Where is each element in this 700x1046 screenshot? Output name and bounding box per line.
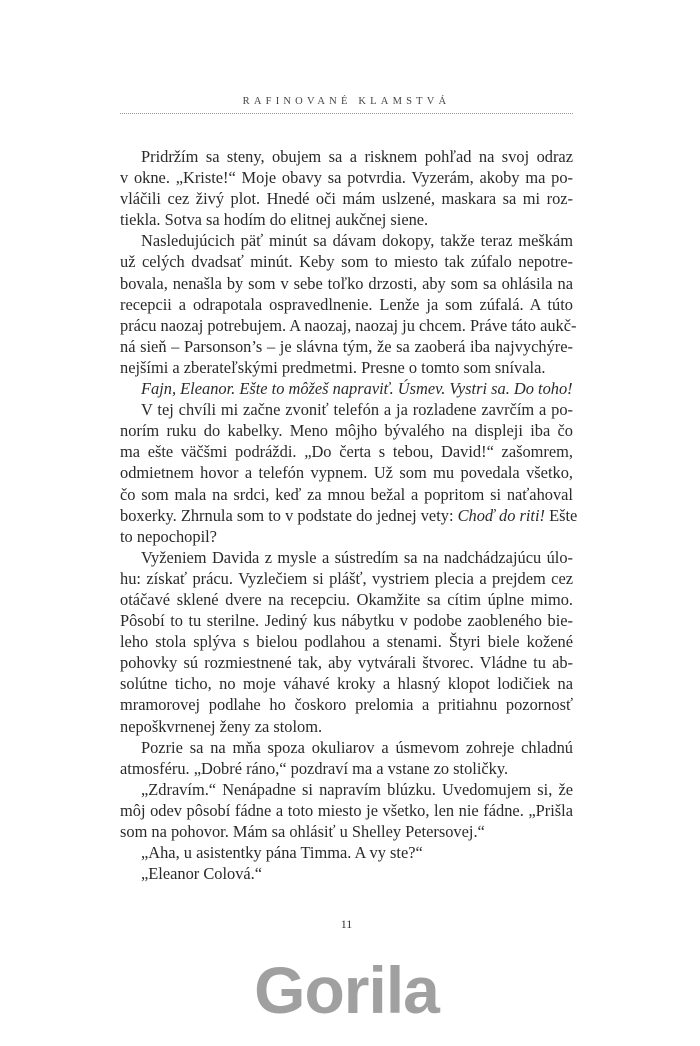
text-span: Ešte bbox=[545, 505, 578, 525]
text-line: vláčili cez živý plot. Hnedé oči mám uslzené, maskara sa mi roz- bbox=[120, 189, 573, 209]
text-line: to nepochopil? bbox=[120, 526, 217, 546]
text-line: „Eleanor Colová.“ bbox=[141, 864, 263, 884]
paragraph bbox=[120, 863, 573, 884]
paragraph bbox=[120, 737, 573, 779]
italic-text: Choď do riti! bbox=[457, 505, 545, 525]
paragraph bbox=[120, 378, 573, 399]
text-line: norím ruku do kabelky. Meno môjho bývalého na displeji iba čo bbox=[120, 421, 573, 441]
text-line: môj odev pôsobí fádne a toto miesto je všetko, len nie fádne. „Prišla bbox=[120, 800, 573, 820]
text-line: atmosféru. „Dobré ráno,“ pozdraví ma a vstane zo stoličky. bbox=[120, 758, 509, 778]
paragraph bbox=[120, 399, 578, 547]
text-line: Pôsobí to tu sterilne. Jediný kus nábytku v podobe zaobleného bie- bbox=[120, 611, 573, 631]
text-line: otáčavé sklené dvere na recepciu. Okamžite sa cítim úplne mimo. bbox=[120, 589, 573, 609]
text-line: Pridržím sa steny, obujem sa a risknem pohľad na svoj odraz bbox=[141, 147, 573, 166]
text-line: už celých dvadsať minút. Keby som to miesto tak zúfalo nepotre- bbox=[120, 252, 573, 272]
header-divider bbox=[120, 113, 573, 114]
text-line: v okne. „Kriste!“ Moje obavy sa potvrdia. Vyzerám, akoby ma po- bbox=[120, 168, 573, 188]
paragraph bbox=[120, 779, 573, 842]
text-line: hu: získať prácu. Vyzlečiem si plášť, vystriem plecia a prejdem cez bbox=[120, 568, 573, 588]
text-line: mramorovej podlahe ho čoskoro prelomia a pritiahnu pozornosť bbox=[120, 695, 573, 715]
running-header: RAFINOVANÉ KLAMSTVÁ bbox=[242, 96, 451, 107]
text-line: leho stola splýva s bielou podlahou a stenami. Štyri biele kožené bbox=[120, 632, 573, 652]
text-line: Pozrie sa na mňa spoza okuliarov a úsmevom zohreje chladnú bbox=[141, 737, 573, 757]
paragraph bbox=[120, 230, 577, 378]
paragraph bbox=[120, 842, 573, 863]
text-line: bovala, nenašla by som v sebe toľko drzosti, aby som sa ohlásila na bbox=[120, 273, 573, 293]
paragraph bbox=[120, 146, 573, 230]
text-line: „Zdravím.“ Nenápadne si napravím blúzku. Uvedomujem si, že bbox=[141, 779, 573, 799]
text-line: tiekla. Sotva sa hodím do elitnej aukčnej siene. bbox=[120, 210, 429, 230]
watermark-logo: Gorila bbox=[254, 953, 439, 1027]
text-line: V tej chvíli mi začne zvoniť telefón a ja rozladene zavrčím a po- bbox=[141, 400, 573, 420]
text-line: pohovky sú rozmiestnené tak, aby vytvárali štvorec. Vládne tu ab- bbox=[120, 653, 573, 673]
text-line: prácu naozaj potrebujem. A naozaj, naozaj ju chcem. Práve táto aukč- bbox=[120, 315, 577, 335]
text-line: ma ešte väčšmi podráždi. „Do čerta s tebou, David!“ zašomrem, bbox=[120, 442, 573, 462]
text-line: nejšími a zberateľskými predmetmi. Presne o tomto som snívala. bbox=[120, 357, 546, 377]
text-line: nepoškvrnenej ženy za stolom. bbox=[120, 716, 323, 736]
text-span: boxerky. Zhrnula som to v podstate do jednej vety: bbox=[120, 505, 458, 525]
text-line bbox=[120, 505, 578, 526]
paragraph bbox=[120, 547, 573, 737]
text-line: Fajn, Eleanor. Ešte to môžeš napraviť. Úsmev. Vystri sa. Do toho! bbox=[141, 379, 573, 399]
text-line: čo som mala na srdci, keď za mnou bežal a popritom si naťahoval bbox=[120, 484, 573, 504]
text-line: som na pohovor. Mám sa ohlásiť u Shelley Petersovej.“ bbox=[120, 822, 485, 841]
page-number: 11 bbox=[340, 917, 353, 931]
text-line: Vyženiem Davida z mysle a sústredím sa na nadchádzajúcu úlo- bbox=[141, 547, 573, 567]
text-line: „Aha, u asistentky pána Timma. A vy ste?“ bbox=[141, 843, 423, 863]
text-line: solútne ticho, no moje váhavé kroky a hlasný klopot lodičiek na bbox=[120, 674, 573, 694]
text-line: recepcii a odrapotala ospravedlnenie. Lenže ja som zúfalá. A túto bbox=[120, 294, 573, 314]
book-text bbox=[120, 146, 578, 884]
text-line: Nasledujúcich päť minút sa dávam dokopy, takže teraz meškám bbox=[141, 231, 573, 251]
text-line: odmietnem hovor a telefón vypnem. Už som mu povedala všetko, bbox=[120, 463, 573, 483]
text-line: ná sieň – Parsonson’s – je slávna tým, že sa zaoberá iba najvychýre- bbox=[120, 336, 573, 356]
